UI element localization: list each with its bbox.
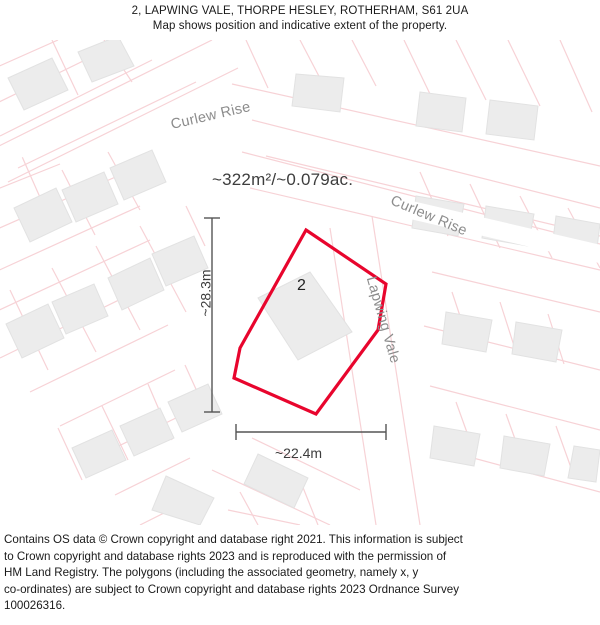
dimension-width-label: ~22.4m bbox=[275, 445, 323, 461]
plot-number-label: 2 bbox=[297, 277, 306, 294]
street-label-curlew-rise-west: Curlew Rise bbox=[169, 99, 253, 133]
map-vector-layer bbox=[0, 40, 600, 525]
footer-line-2: to Crown copyright and database rights 2023 and is reproduced with the permission of bbox=[4, 549, 447, 563]
area-measurement-label: ~322m²/~0.079ac. bbox=[212, 170, 354, 189]
page-header bbox=[0, 0, 600, 42]
page-title: 2, LAPWING VALE, THORPE HESLEY, ROTHERHAM, S61 2UA bbox=[131, 5, 469, 17]
street-label-curlew-rise-east: Curlew Rise bbox=[388, 192, 470, 240]
street-label-lapwing-vale: Lapwing Vale bbox=[362, 274, 403, 366]
copyright-footer bbox=[0, 532, 600, 615]
footer-line-5: 100026316. bbox=[4, 599, 66, 612]
footer-line-3: HM Land Registry. The polygons (including the associated geometry, namely x, y bbox=[4, 566, 419, 579]
footer-line-4: co-ordinates) are subject to Crown copyright and database rights 2023 Ordnance Survey bbox=[4, 582, 459, 596]
dimension-height-label: ~28.3m bbox=[197, 269, 214, 317]
map-canvas[interactable] bbox=[0, 40, 600, 525]
footer-line-1: Contains OS data © Crown copyright and database right 2021. This information is subject bbox=[4, 533, 463, 546]
page-subtitle: Map shows position and indicative extent of the property. bbox=[152, 20, 448, 32]
